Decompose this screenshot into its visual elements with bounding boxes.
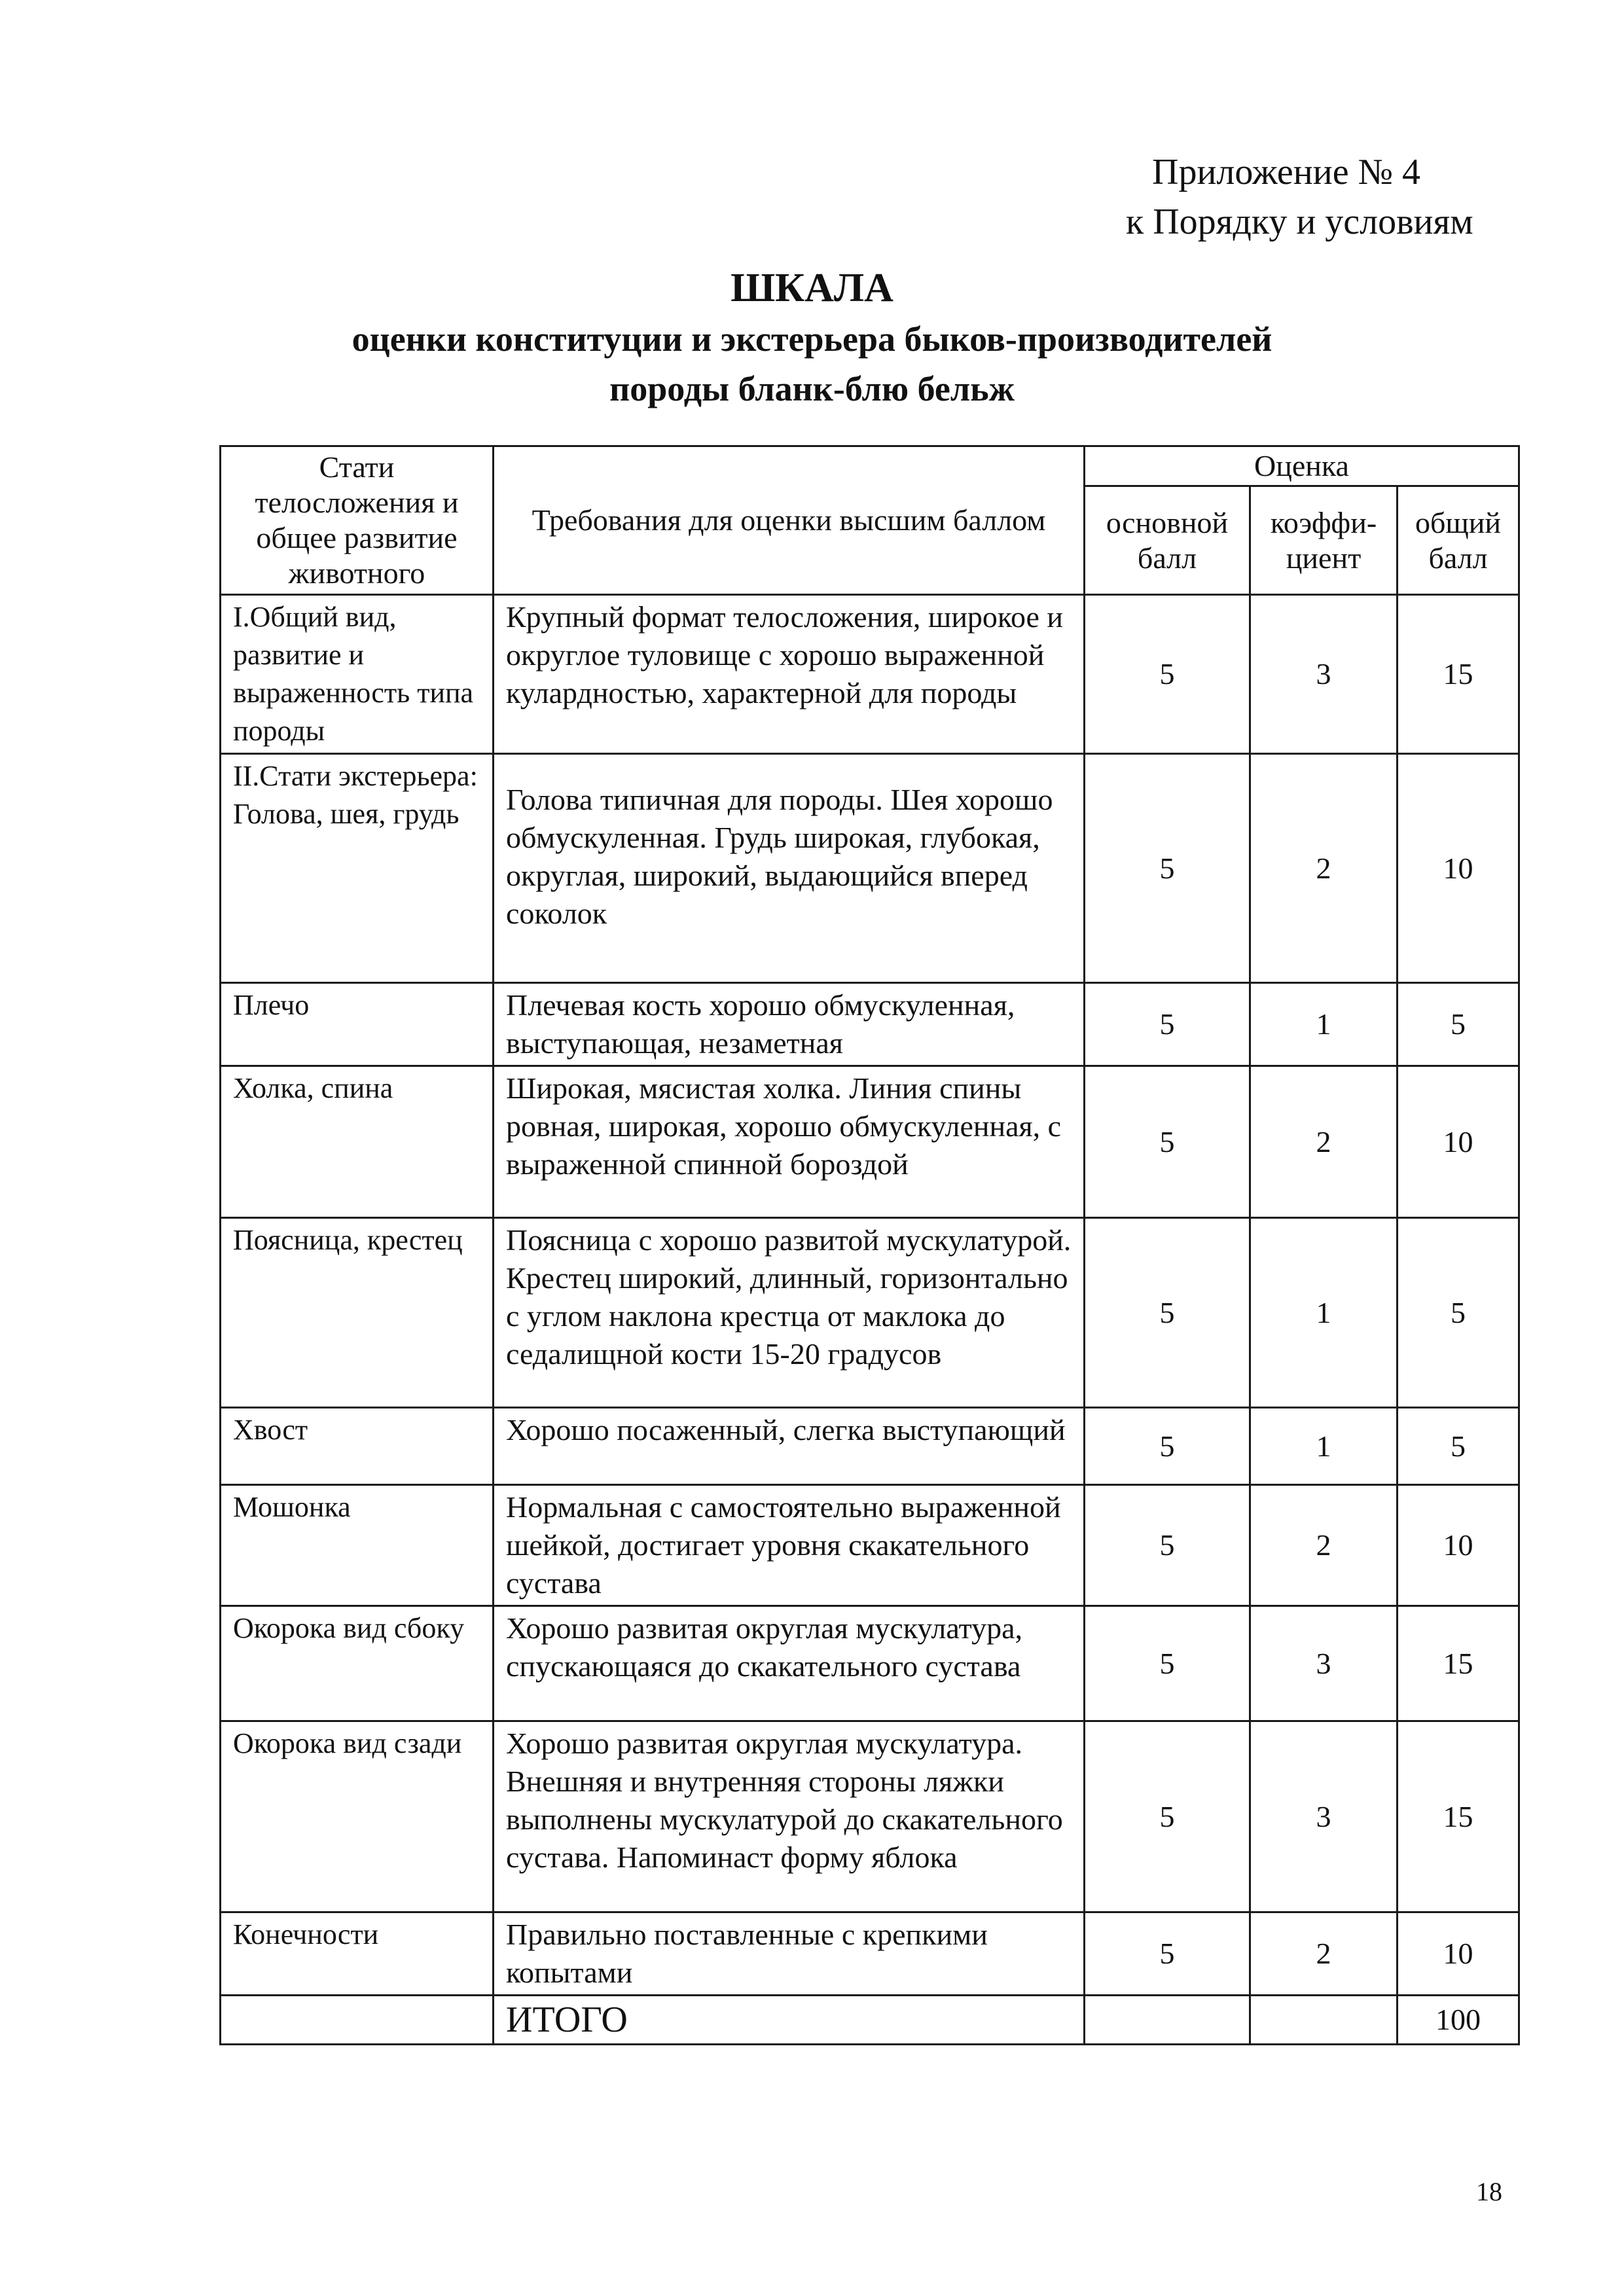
row-base-score: 5 — [1085, 1218, 1250, 1408]
table-row — [221, 1721, 1519, 1912]
row-requirement: Поясница с хорошо развитой мускулатурой. Крестец широкий, длинный, горизонтально с углом наклона крестца от маклока до седалищной кости 15-20 градусов — [494, 1218, 1085, 1408]
row-base-score: 5 — [1085, 983, 1250, 1066]
header-coefficient: коэффи-циент — [1250, 486, 1398, 595]
page-number: 18 — [1476, 2177, 1502, 2206]
row-total-score: 5 — [1398, 983, 1519, 1066]
row-total-score: 5 — [1398, 1218, 1519, 1408]
row-category: Окорока вид сзади — [221, 1721, 494, 1912]
row-requirement: Хорошо развитая округлая мускулатура, спускающаяся до скакательного сустава — [494, 1606, 1085, 1721]
row-coefficient: 2 — [1250, 1912, 1398, 1996]
row-category: I.Общий вид, развитие и выраженность типа породы — [221, 595, 494, 754]
row-category: Конечности — [221, 1912, 494, 1996]
row-requirement: Голова типичная для породы. Шея хорошо обмускуленная. Грудь широкая, глубокая, округлая, широкий, выдающийся вперед соколок — [494, 754, 1085, 983]
table-row — [221, 983, 1519, 1066]
row-base-score: 5 — [1085, 1606, 1250, 1721]
row-coefficient: 2 — [1250, 754, 1398, 983]
row-category: Поясница, крестец — [221, 1218, 494, 1408]
row-coefficient: 2 — [1250, 1066, 1398, 1218]
document-title — [0, 262, 1624, 414]
row-category: Холка, спина — [221, 1066, 494, 1218]
header-requirements: Требования для оценки высшим баллом — [494, 446, 1085, 595]
row-requirement: Хорошо посаженный, слегка выступающий — [494, 1408, 1085, 1485]
total-empty-cell — [1085, 1996, 1250, 2045]
row-requirement: Нормальная с самостоятельно выраженной шейкой, достигает уровня скакательного сустава — [494, 1485, 1085, 1606]
row-total-score: 5 — [1398, 1408, 1519, 1485]
row-total-score: 10 — [1398, 1912, 1519, 1996]
row-base-score: 5 — [1085, 1912, 1250, 1996]
row-base-score: 5 — [1085, 1408, 1250, 1485]
row-base-score: 5 — [1085, 595, 1250, 754]
header-category: Стати телосложения и общее развитие животного — [221, 446, 494, 595]
row-requirement: Широкая, мясистая холка. Линия спины ровная, широкая, хорошо обмускуленная, с выраженной спинной бороздой — [494, 1066, 1085, 1218]
row-total-score: 15 — [1398, 1606, 1519, 1721]
row-base-score: 5 — [1085, 1721, 1250, 1912]
appendix-reference: к Порядку и условиям — [1126, 202, 1473, 242]
row-coefficient: 2 — [1250, 1485, 1398, 1606]
table-row — [221, 754, 1519, 983]
row-requirement: Плечевая кость хорошо обмускуленная, выступающая, незаметная — [494, 983, 1085, 1066]
row-category: Плечо — [221, 983, 494, 1066]
row-base-score: 5 — [1085, 754, 1250, 983]
total-empty-cell — [1250, 1996, 1398, 2045]
title-breed: породы бланк-блю бельж — [609, 369, 1015, 408]
table-row — [221, 1408, 1519, 1485]
evaluation-table — [219, 445, 1520, 2045]
total-value: 100 — [1398, 1996, 1519, 2045]
table-row — [221, 1912, 1519, 1996]
appendix-header — [1126, 147, 1545, 247]
total-label: ИТОГО — [494, 1996, 1085, 2045]
row-total-score: 10 — [1398, 1066, 1519, 1218]
table-header-row — [221, 446, 1519, 486]
row-requirement: Хорошо развитая округлая мускулатура. Внешняя и внутренняя стороны ляжки выполнены мускулатурой до скакательного сустава. Напоминаст форму яблока — [494, 1721, 1085, 1912]
row-category: Хвост — [221, 1408, 494, 1485]
table-row — [221, 1066, 1519, 1218]
row-category: Мошонка — [221, 1485, 494, 1606]
appendix-number: Приложение № 4 — [1152, 152, 1420, 192]
row-total-score: 15 — [1398, 1721, 1519, 1912]
table-row — [221, 1606, 1519, 1721]
row-coefficient: 3 — [1250, 1721, 1398, 1912]
row-coefficient: 1 — [1250, 1218, 1398, 1408]
header-base-score: основной балл — [1085, 486, 1250, 595]
total-empty-cell — [221, 1996, 494, 2045]
row-requirement: Правильно поставленные с крепкими копытами — [494, 1912, 1085, 1996]
row-coefficient: 1 — [1250, 1408, 1398, 1485]
header-score-group: Оценка — [1085, 446, 1519, 486]
table-row — [221, 1485, 1519, 1606]
row-base-score: 5 — [1085, 1485, 1250, 1606]
table-row — [221, 595, 1519, 754]
title-heading: ШКАЛА — [731, 266, 893, 310]
row-category: II.Стати экстерьера: Голова, шея, грудь — [221, 754, 494, 983]
title-subheading: оценки конституции и экстерьера быков-производителей — [352, 319, 1272, 359]
row-category: Окорока вид сбоку — [221, 1606, 494, 1721]
row-coefficient: 3 — [1250, 1606, 1398, 1721]
row-total-score: 10 — [1398, 1485, 1519, 1606]
row-coefficient: 3 — [1250, 595, 1398, 754]
row-total-score: 15 — [1398, 595, 1519, 754]
table-row — [221, 1218, 1519, 1408]
row-coefficient: 1 — [1250, 983, 1398, 1066]
header-total-score: общий балл — [1398, 486, 1519, 595]
row-total-score: 10 — [1398, 754, 1519, 983]
row-base-score: 5 — [1085, 1066, 1250, 1218]
total-row — [221, 1996, 1519, 2045]
row-requirement: Крупный формат телосложения, широкое и округлое туловище с хорошо выраженной кулардностью, характерной для породы — [494, 595, 1085, 754]
